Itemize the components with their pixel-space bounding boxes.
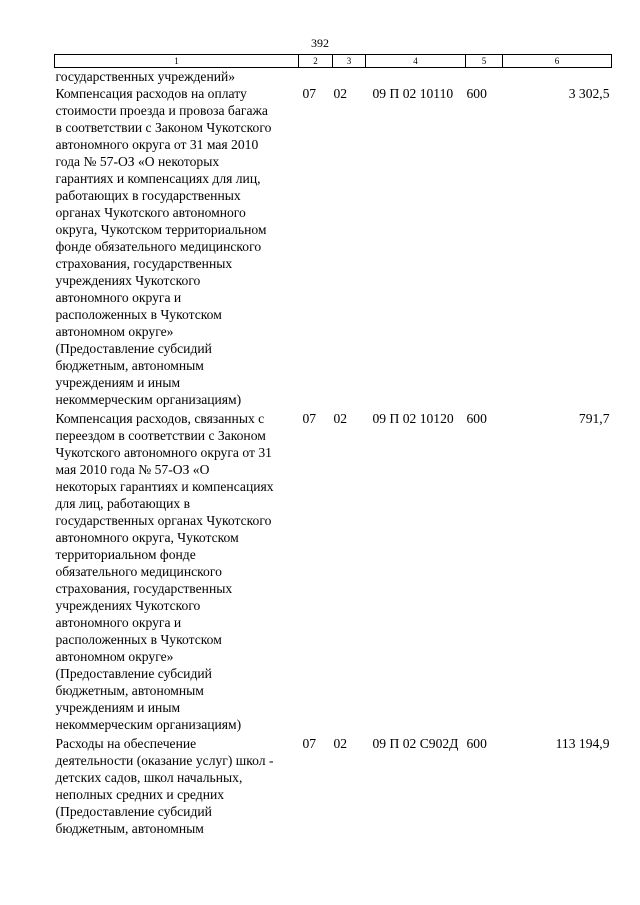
table-row bbox=[55, 85, 612, 408]
target-article-code: 09 П 02 10120 bbox=[372, 411, 454, 426]
amount: 113 194,9 bbox=[555, 736, 610, 751]
section-code: 07 bbox=[302, 86, 317, 101]
expense-name: Расходы на обеспечение деятельности (оказание услуг) школ - детских садов, школ начальных, неполных средних и средних (Предоставление субсидий бюджетным, автономным bbox=[55, 736, 274, 836]
section-code: 07 bbox=[302, 411, 317, 426]
header-col-4: 4 bbox=[366, 55, 466, 68]
header-col-5: 5 bbox=[466, 55, 503, 68]
target-article-code: 09 П 02 С902Д bbox=[372, 736, 459, 751]
amount: 3 302,5 bbox=[568, 86, 610, 101]
amount: 791,7 bbox=[578, 411, 610, 426]
expense-type-code: 600 bbox=[466, 411, 487, 426]
expense-name: Компенсация расходов, связанных с переездом в соответствии с Законом Чукотского автономного округа от 31 мая 2010 года № 57-ОЗ «О некоторых гарантиях и компенсациях для лиц, работающих в государственных органах Чукотского автономного округа, Чукотском территориальном фонде обязательного медицинского страхования, государственных учреждениях Чукотского автономного округа и расположенных в Чукотском автономном округе» (Предоставление субсидий бюджетным, автономным учреждениям и иным некоммерческим организациям) bbox=[55, 411, 274, 732]
header-col-3: 3 bbox=[333, 55, 366, 68]
header-col-1: 1 bbox=[55, 55, 299, 68]
subsection-code: 02 bbox=[333, 736, 348, 751]
budget-table bbox=[54, 54, 612, 837]
table-header-row bbox=[55, 55, 612, 68]
page-number: 392 bbox=[311, 36, 329, 50]
continuation-row bbox=[55, 68, 612, 86]
table-row bbox=[55, 410, 612, 733]
header-col-6: 6 bbox=[503, 55, 612, 68]
continuation-text: государственных учреждений» bbox=[55, 69, 236, 84]
section-code: 07 bbox=[302, 736, 317, 751]
expense-type-code: 600 bbox=[466, 736, 487, 751]
expense-type-code: 600 bbox=[466, 86, 487, 101]
header-col-2: 2 bbox=[299, 55, 333, 68]
subsection-code: 02 bbox=[333, 86, 348, 101]
subsection-code: 02 bbox=[333, 411, 348, 426]
table-row bbox=[55, 735, 612, 837]
target-article-code: 09 П 02 10110 bbox=[372, 86, 454, 101]
expense-name: Компенсация расходов на оплату стоимости проезда и провоза багажа в соответствии с Законом Чукотского автономного округа от 31 мая 2010 года № 57-ОЗ «О некоторых гарантиях и компенсациях для лиц, работающих в государственных органах Чукотского автономного округа, Чукотском территориальном фонде обязательного медицинского страхования, государственных учреждениях Чукотского автономного округа и расположенных в Чукотском автономном округе» (Предоставление субсидий бюджетным, автономным учреждениям и иным некоммерческим организациям) bbox=[55, 86, 272, 407]
